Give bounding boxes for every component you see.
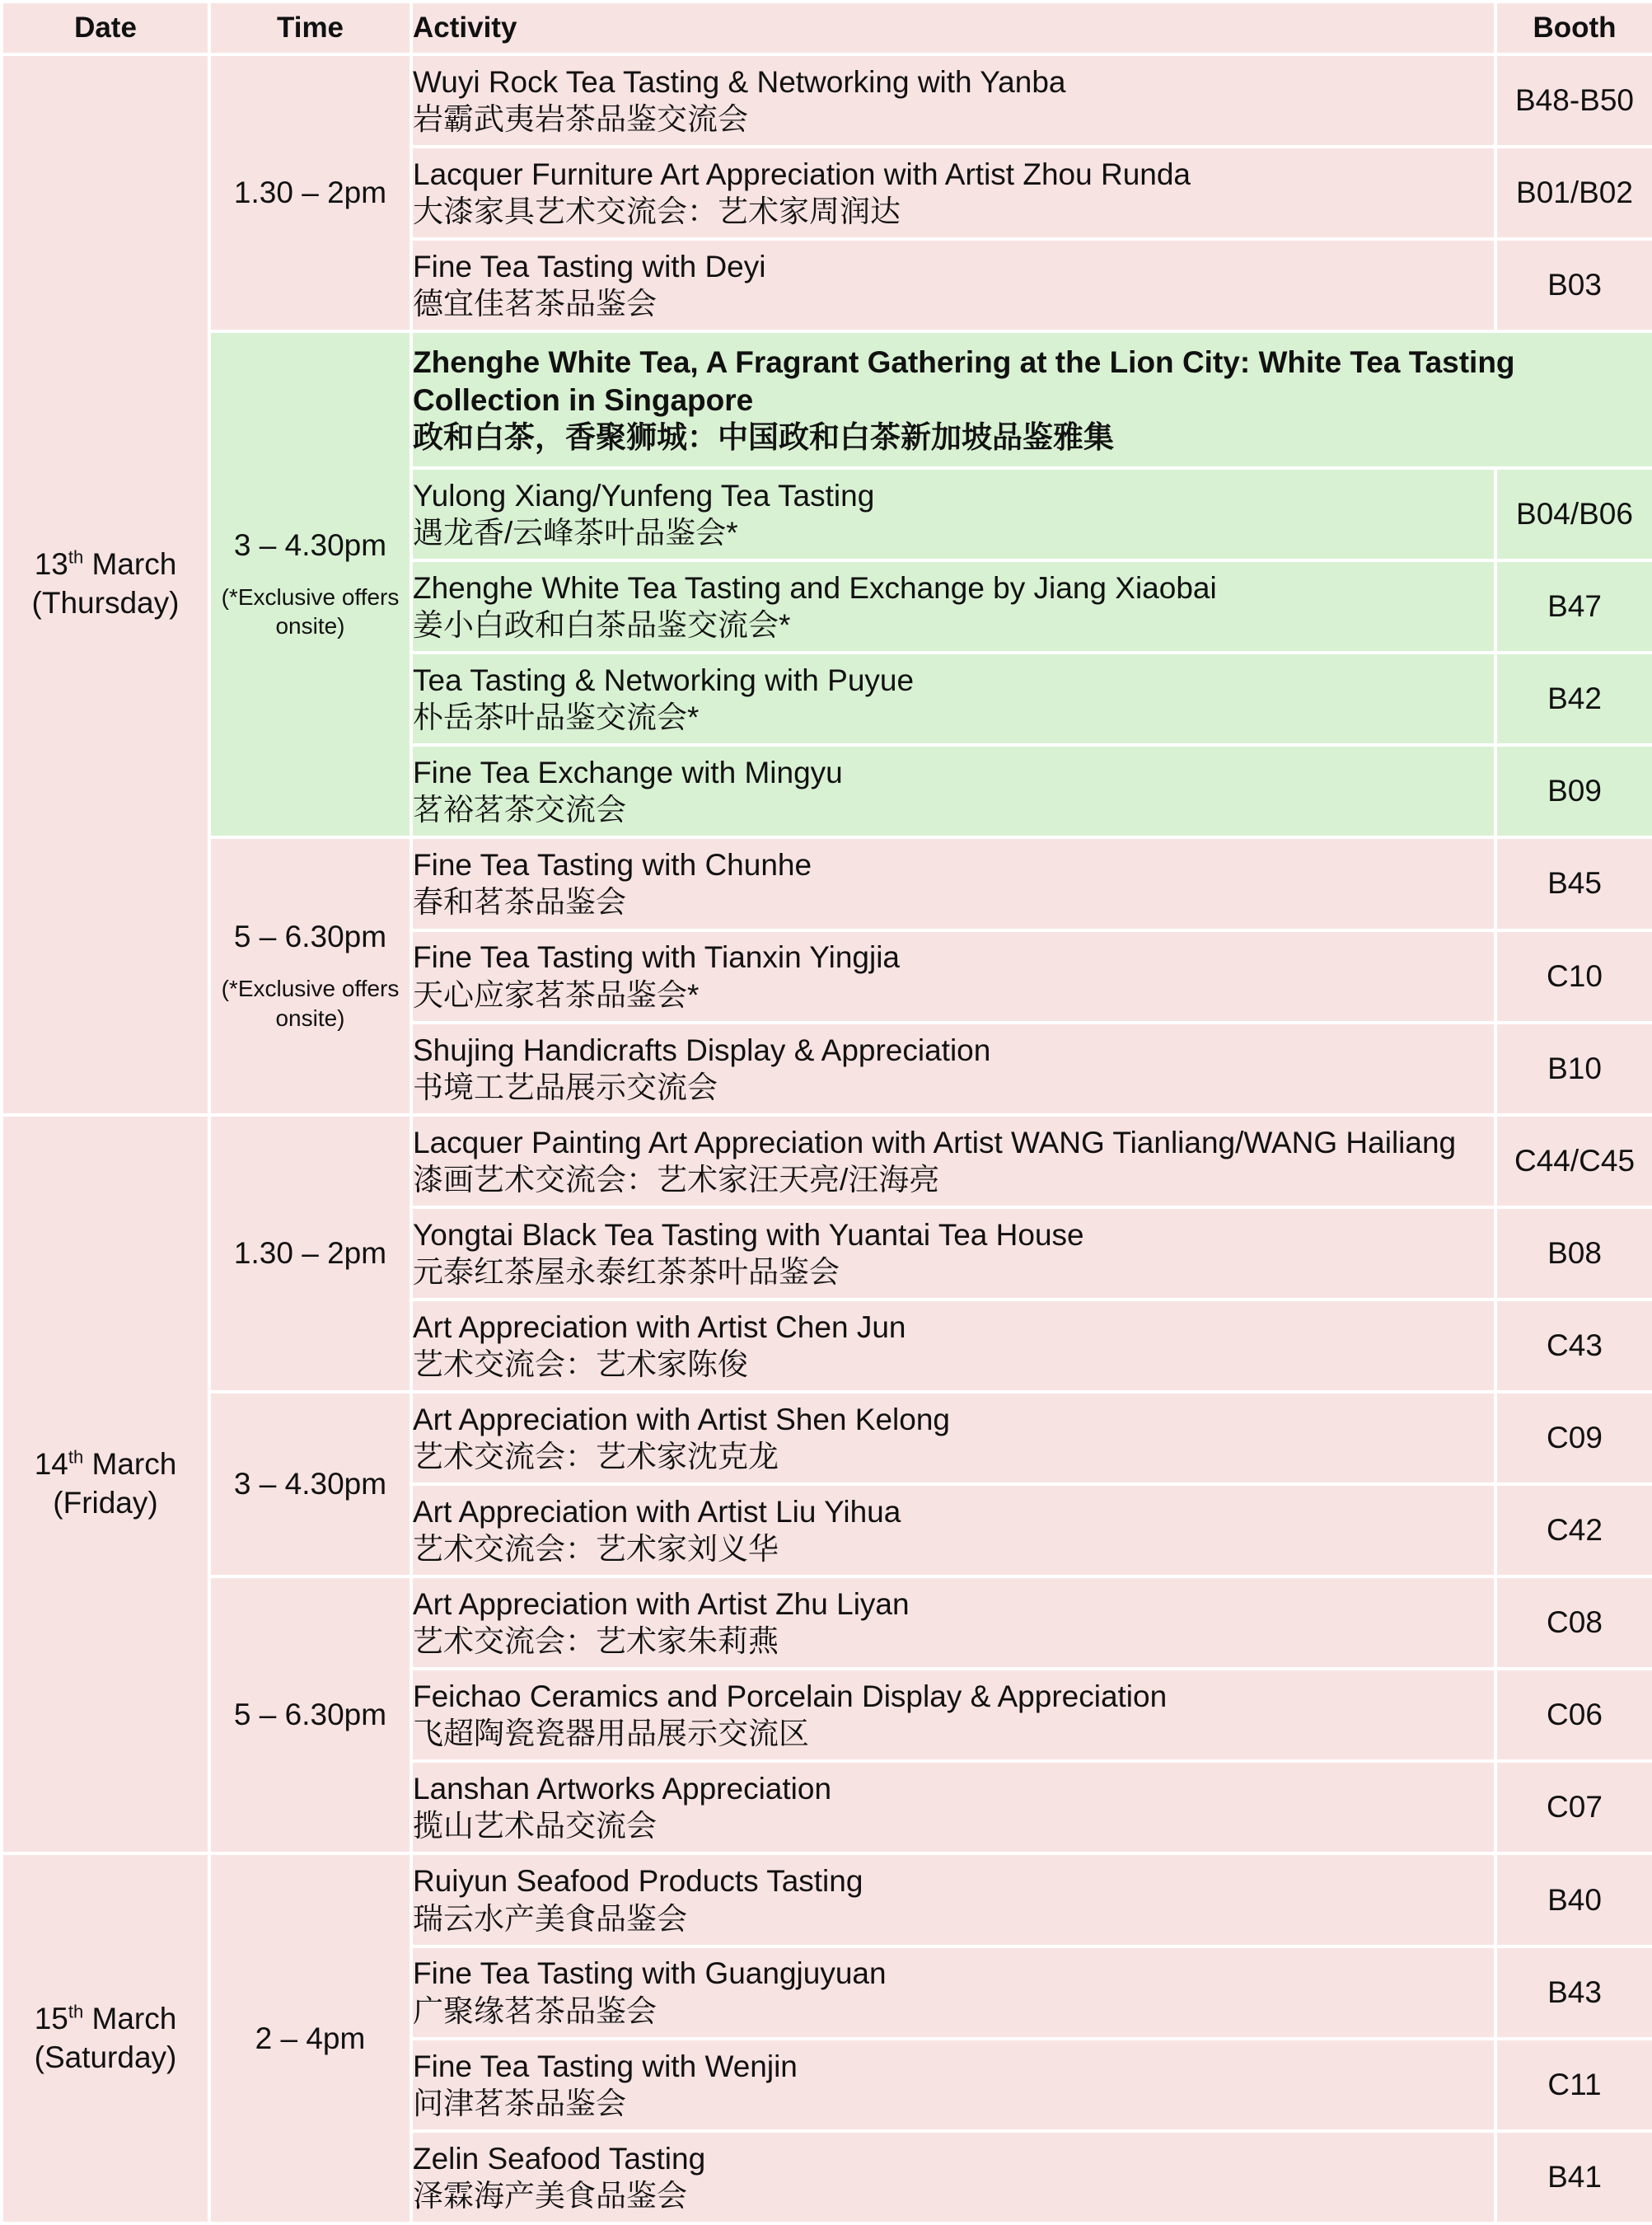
activity-cell <box>411 1946 1495 2039</box>
schedule-row <box>2 837 1652 930</box>
schedule-row <box>2 54 1652 147</box>
schedule-row <box>2 1853 1652 1946</box>
activity-zh: 艺术交流会：艺术家刘义华 <box>413 1532 779 1567</box>
booth-cell: B09 <box>1495 745 1652 837</box>
activity-cell <box>411 1669 1495 1761</box>
activity-zh: 岩霸武夷岩茶品鉴交流会 <box>413 102 748 137</box>
time-cell <box>209 1392 411 1576</box>
booth-cell: B42 <box>1495 653 1652 745</box>
date-header: Date <box>2 2 209 54</box>
activity-cell <box>411 147 1495 239</box>
activity-cell <box>411 1115 1495 1207</box>
time-range: 3 – 4.30pm <box>233 1467 387 1501</box>
booth-cell: B48-B50 <box>1495 54 1652 147</box>
booth-cell: B08 <box>1495 1207 1652 1300</box>
date-day: 15 <box>34 2001 68 2035</box>
booth-cell: C09 <box>1495 1392 1652 1484</box>
time-cell <box>209 54 411 331</box>
date-suffix: th <box>68 547 84 569</box>
booth-cell: C06 <box>1495 1669 1652 1761</box>
time-range: 1.30 – 2pm <box>233 1235 387 1270</box>
time-range: 5 – 6.30pm <box>233 920 387 954</box>
activity-zh: 政和白茶，香聚狮城：中国政和白茶新加坡品鉴雅集 <box>413 419 1114 454</box>
activity-zh: 茗裕茗茶交流会 <box>413 793 626 827</box>
schedule-row <box>2 331 1652 468</box>
activity-en: Art Appreciation with Artist Chen Jun <box>413 1309 906 1344</box>
activity-en: Tea Tasting & Networking with Puyue <box>413 663 915 698</box>
date-weekday: (Saturday) <box>34 2040 177 2074</box>
date-weekday: (Thursday) <box>31 586 180 621</box>
activity-en: Yulong Xiang/Yunfeng Tea Tasting <box>413 478 875 513</box>
date-day: 14 <box>34 1447 68 1482</box>
activity-en: Lacquer Furniture Art Appreciation with Artist Zhou Runda <box>413 157 1191 192</box>
booth-cell: B10 <box>1495 1023 1652 1115</box>
activity-cell <box>411 1023 1495 1115</box>
booth-cell: C10 <box>1495 930 1652 1023</box>
activity-cell <box>411 1207 1495 1300</box>
activity-cell <box>411 2131 1495 2223</box>
time-note: (*Exclusive offers onsite) <box>221 976 400 1031</box>
booth-cell: B47 <box>1495 560 1652 653</box>
time-note: (*Exclusive offers onsite) <box>221 583 400 639</box>
booth-header: Booth <box>1495 2 1652 54</box>
activity-cell <box>411 54 1495 147</box>
activity-en: Wuyi Rock Tea Tasting & Networking with Yanba <box>413 64 1066 99</box>
schedule-row <box>2 1115 1652 1207</box>
activity-en: Feichao Ceramics and Porcelain Display & Appreciation <box>413 1679 1168 1714</box>
activity-cell <box>411 560 1495 653</box>
activity-zh: 泽霖海产美食品鉴会 <box>413 2178 687 2213</box>
activity-zh: 元泰红茶屋永泰红茶茶叶品鉴会 <box>413 1254 840 1289</box>
schedule-row <box>2 1392 1652 1484</box>
booth-cell: B40 <box>1495 1853 1652 1946</box>
date-day: 13 <box>34 547 68 582</box>
activity-cell <box>411 1300 1495 1392</box>
time-cell <box>209 837 411 1114</box>
date-suffix: th <box>68 2001 84 2022</box>
booth-cell: B01/B02 <box>1495 147 1652 239</box>
activity-header: Activity <box>411 2 1495 54</box>
activity-cell <box>411 239 1495 331</box>
activity-zh: 大漆家具艺术交流会：艺术家周润达 <box>413 194 901 229</box>
activity-en: Zhenghe White Tea Tasting and Exchange by Jiang Xiaobai <box>413 571 1217 606</box>
activity-zh: 飞超陶瓷瓷器用品展示交流区 <box>413 1717 809 1751</box>
activity-zh: 瑞云水产美食品鉴会 <box>413 1901 687 1936</box>
schedule-row <box>2 1576 1652 1669</box>
time-header: Time <box>209 2 411 54</box>
booth-cell: B45 <box>1495 837 1652 930</box>
activity-zh: 艺术交流会：艺术家沈克龙 <box>413 1440 779 1474</box>
date-weekday: (Friday) <box>53 1486 158 1520</box>
date-cell <box>2 54 209 1115</box>
activity-zh: 漆画艺术交流会：艺术家汪天亮/汪海亮 <box>413 1162 940 1197</box>
activity-zh: 艺术交流会：艺术家朱莉燕 <box>413 1624 779 1659</box>
activity-zh: 广聚缘茗茶品鉴会 <box>413 1993 657 2028</box>
activity-zh: 天心应家茗茶品鉴会* <box>413 977 700 1012</box>
activity-zh: 揽山艺术品交流会 <box>413 1809 657 1843</box>
activity-en: Fine Tea Tasting with Chunhe <box>413 848 812 883</box>
activity-cell <box>411 837 1495 930</box>
activity-en: Zelin Seafood Tasting <box>413 2141 706 2176</box>
booth-cell: C08 <box>1495 1576 1652 1669</box>
time-range: 3 – 4.30pm <box>233 527 387 562</box>
schedule-body <box>2 54 1652 2223</box>
activity-cell <box>411 930 1495 1023</box>
activity-en: Zhenghe White Tea, A Fragrant Gathering at the Lion City: White Tea Tasting Collection in Singapore <box>413 345 1515 417</box>
activity-zh: 春和茗茶品鉴会 <box>413 885 626 920</box>
time-cell <box>209 331 411 837</box>
activity-en: Fine Tea Tasting with Deyi <box>413 250 766 284</box>
activity-zh: 遇龙香/云峰茶叶品鉴会* <box>413 516 738 550</box>
time-cell <box>209 1576 411 1853</box>
booth-cell: B03 <box>1495 239 1652 331</box>
header-row <box>2 2 1652 54</box>
booth-cell: C07 <box>1495 1761 1652 1853</box>
activity-zh: 朴岳茶叶品鉴交流会* <box>413 700 700 735</box>
activity-en: Fine Tea Tasting with Tianxin Yingjia <box>413 940 900 975</box>
activity-en: Lanshan Artworks Appreciation <box>413 1772 832 1806</box>
activity-zh: 艺术交流会：艺术家陈俊 <box>413 1347 748 1381</box>
activity-en: Art Appreciation with Artist Zhu Liyan <box>413 1587 910 1622</box>
time-cell <box>209 1115 411 1392</box>
date-suffix: th <box>68 1446 84 1468</box>
activity-en: Shujing Handicrafts Display & Appreciation <box>413 1033 991 1067</box>
activity-en: Ruiyun Seafood Products Tasting <box>413 1864 863 1899</box>
time-cell <box>209 1853 411 2223</box>
date-cell <box>2 1853 209 2223</box>
activity-en: Yongtai Black Tea Tasting with Yuantai Tea House <box>413 1217 1084 1252</box>
activity-en: Fine Tea Tasting with Wenjin <box>413 2049 798 2083</box>
activity-zh: 姜小白政和白茶品鉴交流会* <box>413 608 791 643</box>
activity-en: Lacquer Painting Art Appreciation with Artist WANG Tianliang/WANG Hailiang <box>413 1125 1457 1159</box>
activity-cell <box>411 468 1495 560</box>
booth-cell: C44/C45 <box>1495 1115 1652 1207</box>
booth-cell: B43 <box>1495 1946 1652 2039</box>
time-range: 5 – 6.30pm <box>233 1698 387 1732</box>
booth-cell: C11 <box>1495 2039 1652 2131</box>
booth-cell: B41 <box>1495 2131 1652 2223</box>
activity-cell <box>411 1392 1495 1484</box>
booth-cell: C43 <box>1495 1300 1652 1392</box>
activity-en: Fine Tea Tasting with Guangjuyuan <box>413 1956 887 1991</box>
activity-zh: 德宜佳茗茶品鉴会 <box>413 287 657 321</box>
date-cell <box>2 1115 209 1854</box>
booth-cell: B04/B06 <box>1495 468 1652 560</box>
activity-cell <box>411 2039 1495 2131</box>
activity-en: Fine Tea Exchange with Mingyu <box>413 756 843 790</box>
activity-cell <box>411 653 1495 745</box>
activity-en: Art Appreciation with Artist Shen Kelong <box>413 1402 950 1436</box>
highlight-activity <box>411 331 1652 468</box>
activity-zh: 书境工艺品展示交流会 <box>413 1070 718 1104</box>
activity-cell <box>411 1761 1495 1853</box>
activity-en: Art Appreciation with Artist Liu Yihua <box>413 1495 901 1529</box>
activity-cell <box>411 745 1495 837</box>
activity-zh: 问津茗茶品鉴会 <box>413 2086 626 2120</box>
date-month: March <box>83 547 177 582</box>
time-range: 1.30 – 2pm <box>233 176 387 210</box>
time-range: 2 – 4pm <box>255 2021 366 2055</box>
activity-cell <box>411 1576 1495 1669</box>
activity-cell <box>411 1853 1495 1946</box>
booth-cell: C42 <box>1495 1484 1652 1576</box>
date-month: March <box>83 2001 177 2035</box>
date-month: March <box>83 1447 177 1482</box>
activity-cell <box>411 1484 1495 1576</box>
